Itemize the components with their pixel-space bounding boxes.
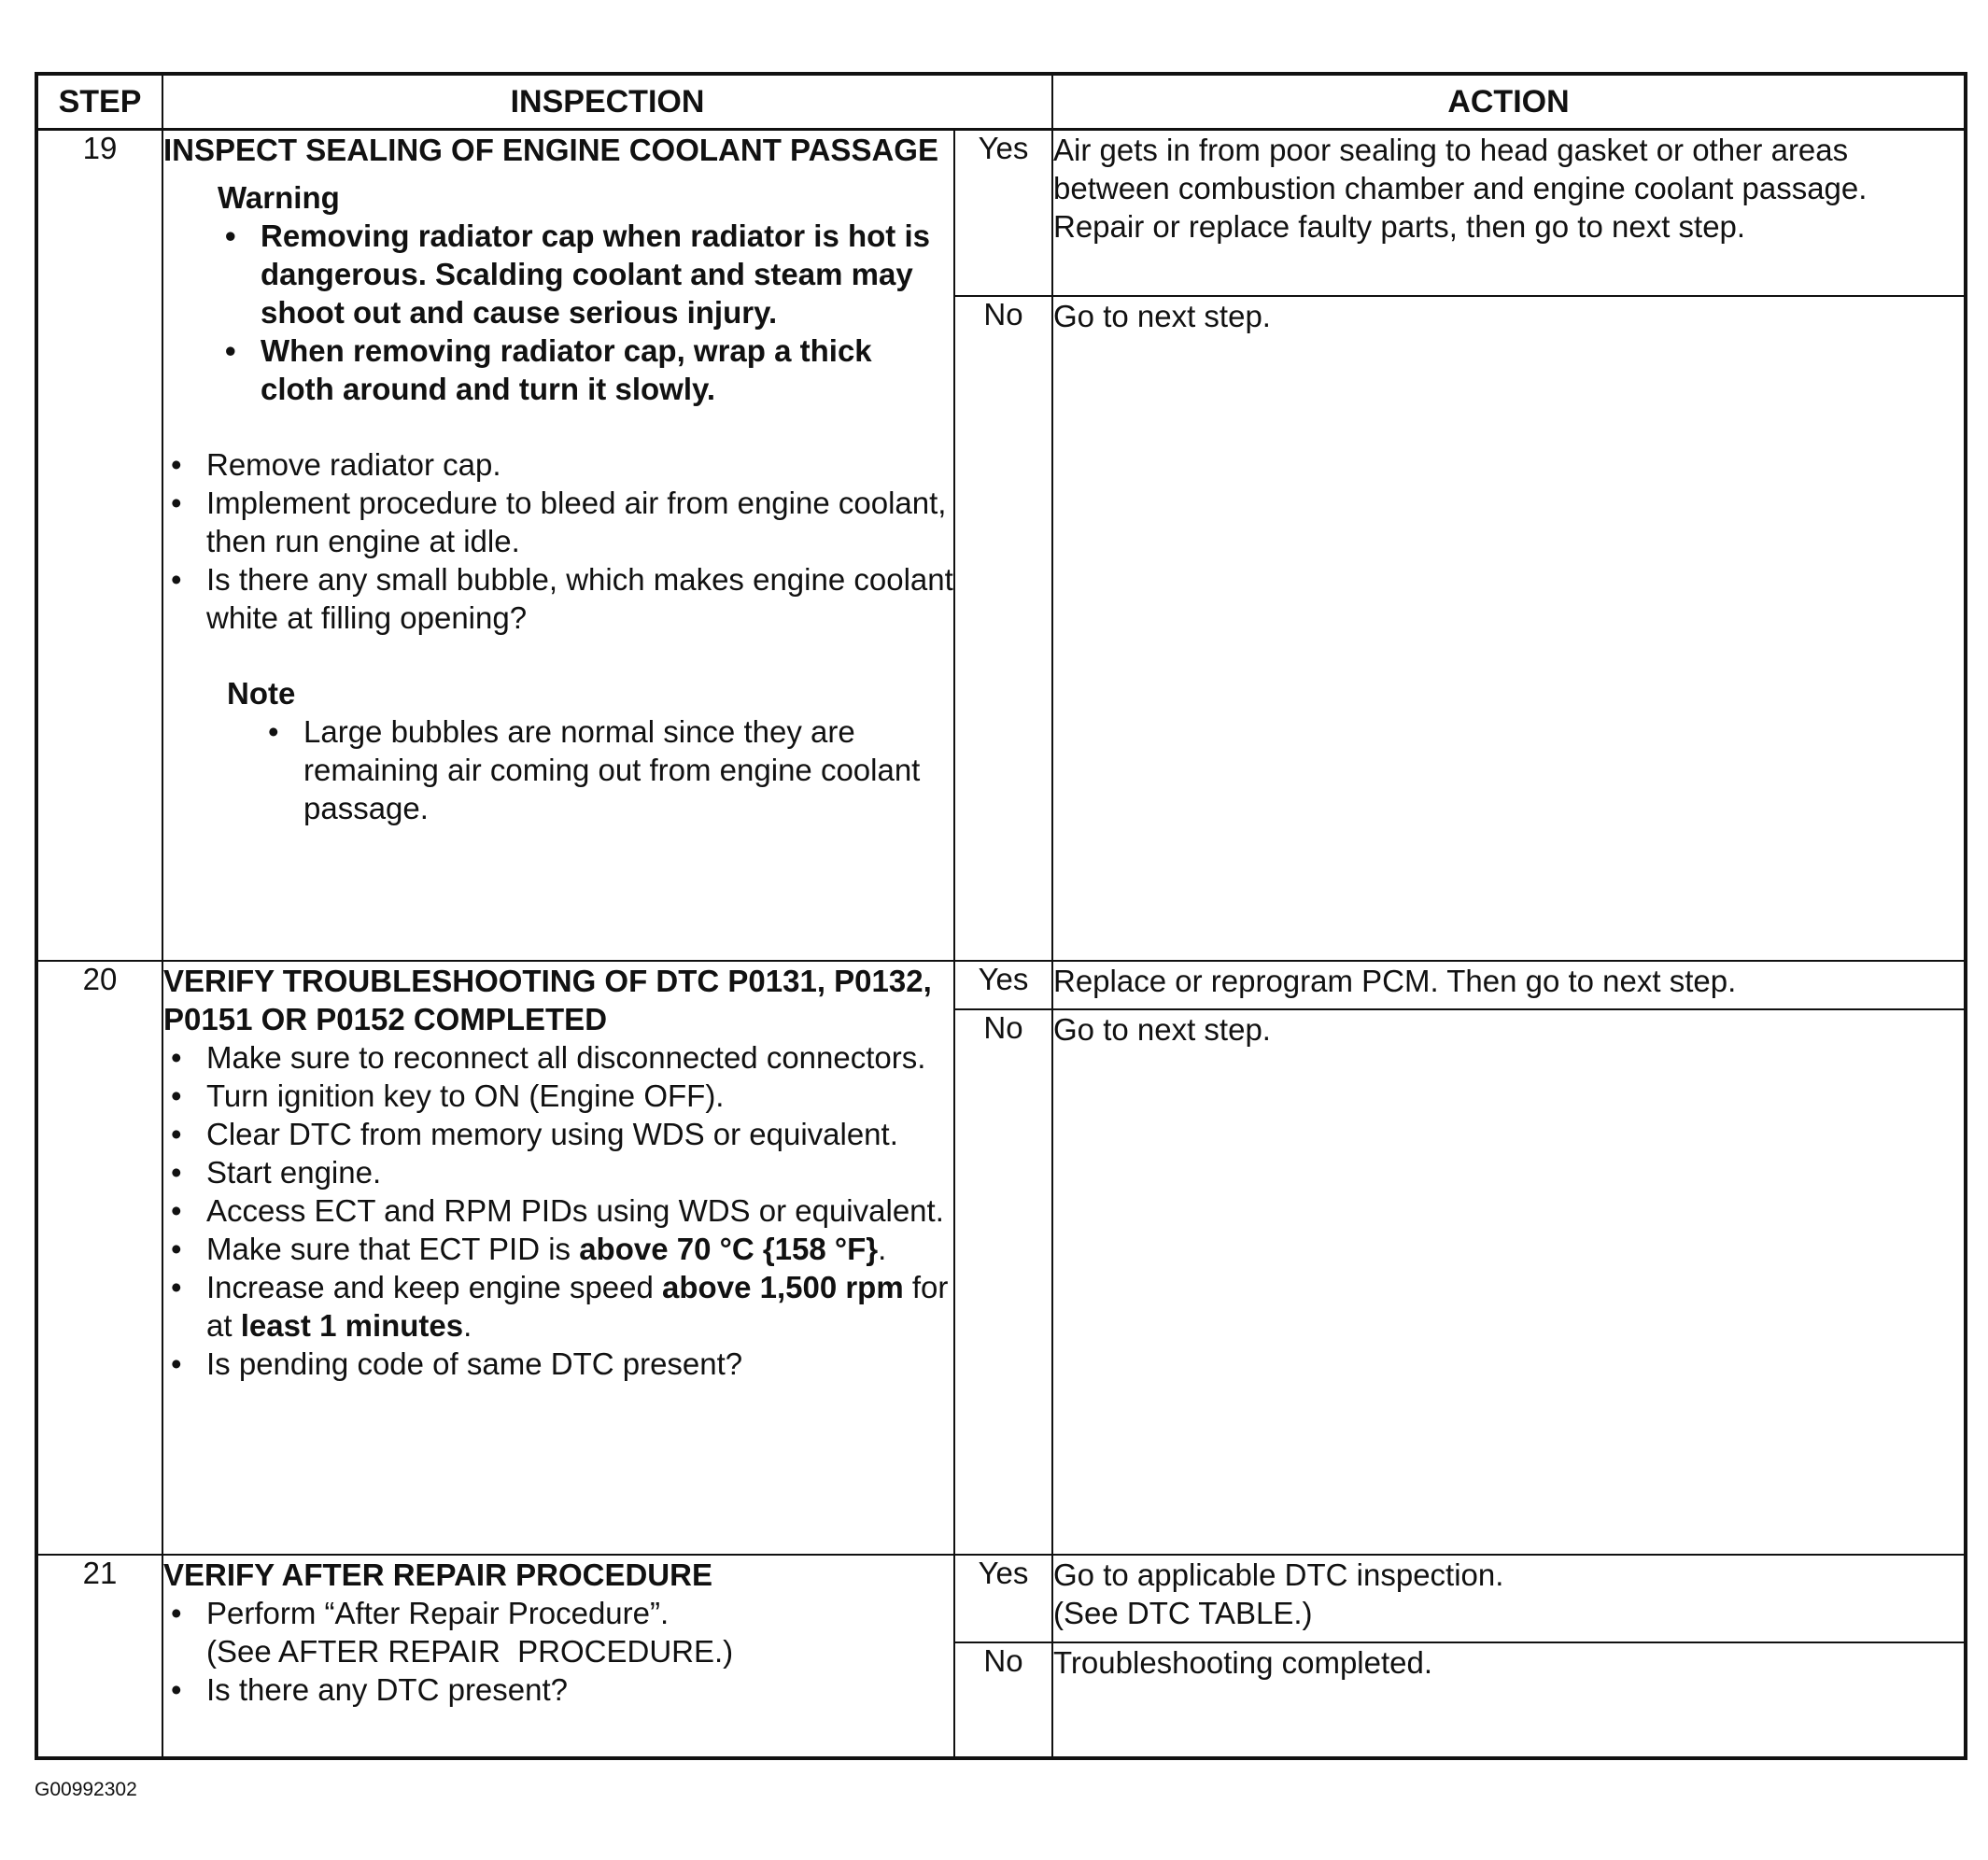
action-text: Air gets in from poor sealing to head gasket or other areas between combustion chamber and engine coolant passage.: [1053, 133, 1868, 205]
yes-label: Yes: [954, 1555, 1052, 1642]
list-item: • Implement procedure to bleed air from engine coolant, then run engine at idle.: [163, 484, 953, 560]
list-item: [163, 1594, 953, 1670]
list-item: • Make sure to reconnect all disconnected connectors.: [163, 1038, 953, 1077]
no-action: Go to next step.: [1052, 296, 1966, 961]
figure-code: G00992302: [35, 1779, 137, 1800]
action-text: Repair or replace faulty parts, then go to next step.: [1053, 209, 1746, 244]
list-item: • Is there any DTC present?: [163, 1670, 953, 1709]
no-action: Go to next step.: [1052, 1009, 1966, 1555]
step-number: 20: [36, 961, 162, 1555]
step-20-inspection: [162, 961, 954, 1555]
header-action: ACTION: [1052, 74, 1966, 130]
no-action: Troubleshooting completed.: [1052, 1642, 1966, 1758]
step-19-yes-row: [36, 130, 1966, 296]
note-list: [261, 712, 953, 827]
warning-item: • When removing radiator cap, wrap a thick cloth around and turn it slowly.: [218, 331, 953, 408]
note-block: [227, 674, 953, 827]
action-text: Go to applicable DTC inspection.: [1053, 1557, 1504, 1592]
text-span: for at: [206, 1269, 949, 1343]
yes-action: Replace or reprogram PCM. Then go to next step.: [1052, 961, 1966, 1009]
list-item: • Is pending code of same DTC present?: [163, 1345, 953, 1383]
header-step: STEP: [36, 74, 162, 130]
step-20-yes-row: [36, 961, 1966, 1009]
step-title: VERIFY AFTER REPAIR PROCEDURE: [163, 1557, 712, 1592]
bold-span: least 1 minutes: [240, 1307, 464, 1343]
yes-action: [1052, 130, 1966, 296]
troubleshooting-table-wrap: [35, 72, 1964, 1753]
text-span: Make sure that ECT PID is: [206, 1231, 580, 1266]
yes-action: [1052, 1555, 1966, 1642]
step-21-yes-row: [36, 1555, 1966, 1642]
yes-label: Yes: [954, 961, 1052, 1009]
header-row: [36, 74, 1966, 130]
list-item-speed: [163, 1268, 953, 1345]
note-item: • Large bubbles are normal since they are remaining air coming out from engine coolant passage.: [261, 712, 953, 827]
list-item-ect: [163, 1230, 953, 1268]
warning-label: Warning: [218, 180, 340, 215]
list-item: • Clear DTC from memory using WDS or equivalent.: [163, 1115, 953, 1153]
step-title: VERIFY TROUBLESHOOTING OF DTC P0131, P0132, P0151 OR P0152 COMPLETED: [163, 963, 932, 1036]
step-number: 19: [36, 130, 162, 961]
text-span: .: [878, 1231, 887, 1266]
list-item: • Start engine.: [163, 1153, 953, 1191]
text-span: Increase and keep engine speed: [206, 1269, 663, 1304]
list-item: • Is there any small bubble, which makes engine coolant white at filling opening?: [163, 560, 953, 637]
item-text: • Perform “After Repair Procedure”.: [206, 1595, 670, 1630]
list-item: • Remove radiator cap.: [163, 445, 953, 484]
yes-label: Yes: [954, 130, 1052, 296]
bold-span: above 70 °C {158 °F}: [579, 1231, 879, 1266]
warning-item: • Removing radiator cap when radiator is hot is dangerous. Scalding coolant and steam may shoot out and cause serious injury.: [218, 217, 953, 331]
list-item: • Turn ignition key to ON (Engine OFF).: [163, 1077, 953, 1115]
step-19-inspection: [162, 130, 954, 961]
step-20-items: [163, 1038, 953, 1383]
step-21-items: [163, 1594, 953, 1709]
step-21-inspection: [162, 1555, 954, 1758]
troubleshooting-table: [35, 72, 1967, 1760]
step-number: 21: [36, 1555, 162, 1758]
note-label: Note: [227, 676, 296, 711]
item-reference: (See AFTER REPAIR PROCEDURE.): [206, 1633, 734, 1669]
no-label: No: [954, 1009, 1052, 1555]
warning-block: [218, 178, 953, 408]
header-inspection: INSPECTION: [162, 74, 1052, 130]
no-label: No: [954, 296, 1052, 961]
bold-span: above 1,500 rpm: [662, 1269, 904, 1304]
step-title: INSPECT SEALING OF ENGINE COOLANT PASSAGE: [163, 133, 938, 167]
action-text: (See DTC TABLE.): [1053, 1595, 1313, 1630]
text-span: .: [463, 1307, 472, 1343]
warning-list: [218, 217, 953, 408]
step-19-items: [163, 445, 953, 637]
no-label: No: [954, 1642, 1052, 1758]
list-item: • Access ECT and RPM PIDs using WDS or equivalent.: [163, 1191, 953, 1230]
